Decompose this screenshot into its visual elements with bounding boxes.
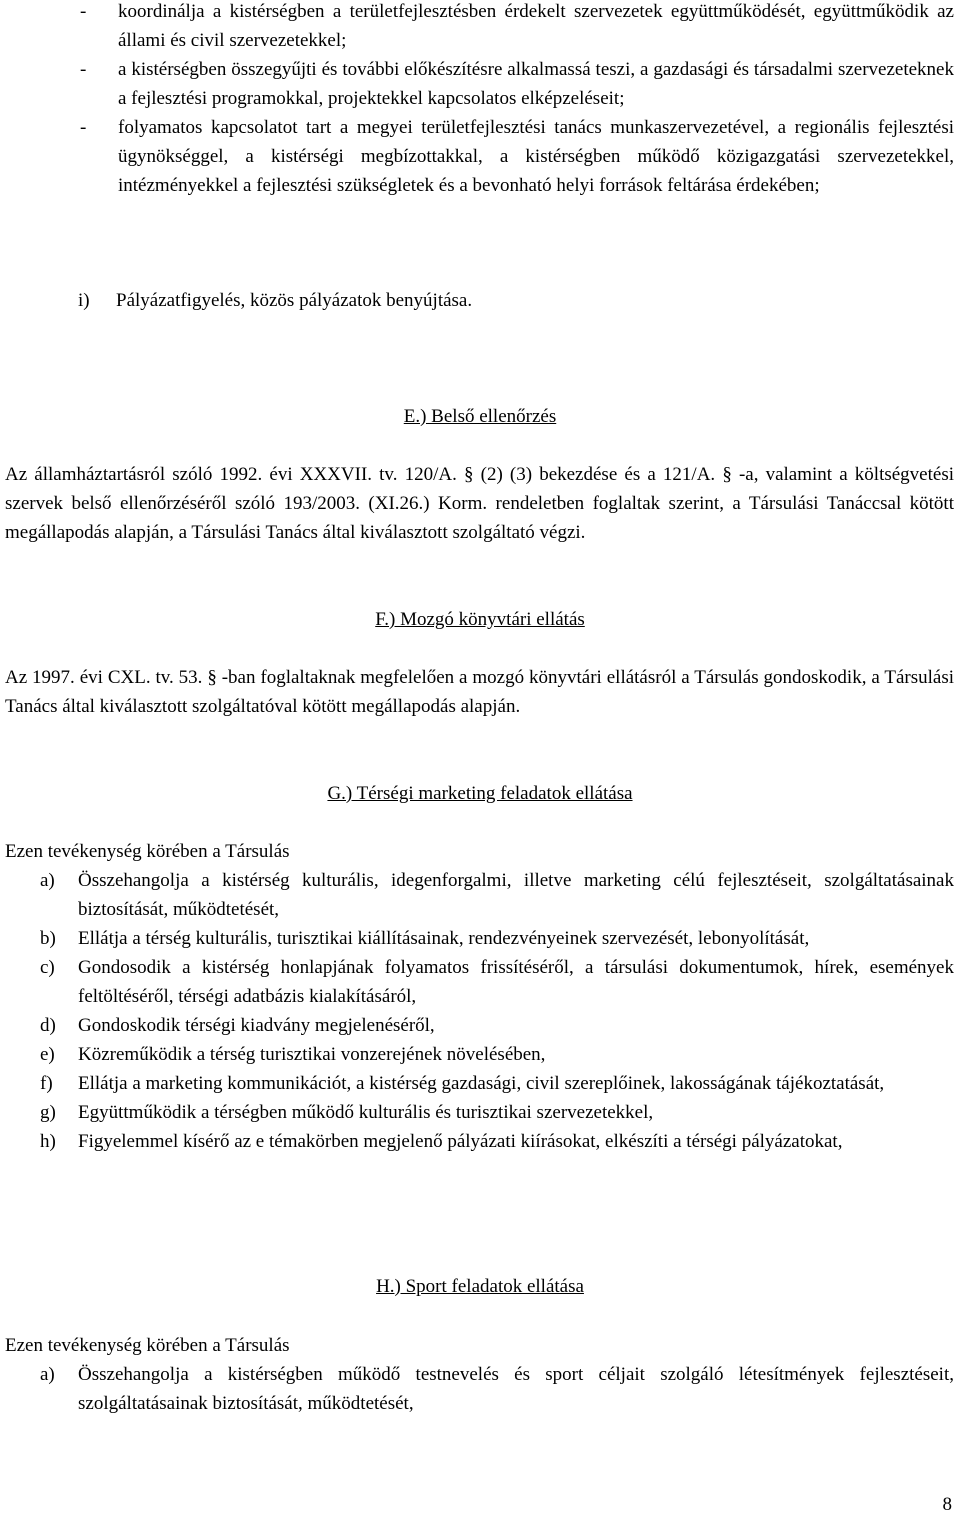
list-marker: g) [40,1102,56,1123]
section-h-intro: Ezen tevékenység körében a Társulás [5,1335,290,1356]
list-item [40,924,954,953]
list-item-text: Ellátja a térség kulturális, turisztikai kiállításainak, rendezvényeinek szervezését, lebonyolítását, [78,928,810,949]
section-g-heading: G.) Térségi marketing feladatok ellátása [327,783,633,804]
list-item-text: Pályázatfigyelés, közös pályázatok benyújtása. [116,290,473,311]
list-item-text: Összehangolja a kistérség kulturális, idegenforgalmi, illetve marketing célú fejlesztéseit, szolgáltatásainak biztosítását, működtetését, [78,870,954,920]
section-g-intro: Ezen tevékenység körében a Társulás [5,841,290,862]
dash-item-text: folyamatos kapcsolatot tart a megyei területfejlesztési tanács munkaszervezetével, a regionális fejlesztési ügynökséggel, a kistérségi megbízottakkal, a kistérségben működő közigazgatási szervezetekkel, intézményekkel a fejlesztési szükségletek és a bevonható helyi források feltárása érdekében; [118,117,954,196]
list-item-text: Közreműködik a térség turisztikai vonzerejének növelésében, [78,1044,546,1065]
list-marker: e) [40,1044,55,1065]
section-e-paragraph: Az államháztartásról szóló 1992. évi XXXVII. tv. 120/A. § (2) (3) bekezdése és a 121/A. § -a, valamint a költségvetési szervek belső ellenőrzéséről szóló 193/2003. (XI.26.) Korm. rendeletben foglaltak szerint, a Társulási Tanáccsal kötött megállapodás alapján, a Társulási Tanács által kiválasztott szolgáltató végzi. [5,464,954,543]
list-item [40,1098,954,1127]
section-f-paragraph: Az 1997. évi CXL. tv. 53. § -ban foglaltaknak megfelelően a mozgó könyvtári ellátásról a Társulás gondoskodik, a Társulási Tanács által kiválasztott szolgáltatóval kötött megállapodás alapján. [5,667,954,717]
list-item-text: Gondosodik a kistérség honlapjának folyamatos frissítéséről, a társulási dokumentumok, hírek, események feltöltéséről, térségi adatbázis kialakításáról, [78,957,954,1007]
section-h-heading: H.) Sport feladatok ellátása [376,1276,584,1297]
dash-item-text: a kistérségben összegyűjti és további előkészítésre alkalmassá teszi, a gazdasági és társadalmi szervezeteknek a fejlesztési programokkal, projektekkel kapcsolatos elképzeléseit; [118,59,954,109]
dash-item [78,0,954,55]
page-number: 8 [942,1494,952,1515]
list-item-text: Együttműködik a térségben működő kulturális és turisztikai szervezetekkel, [78,1102,654,1123]
list-marker: a) [40,1364,55,1385]
list-item-text: Figyelemmel kísérő az e témakörben megjelenő pályázati kiírásokat, elkészíti a térségi pályázatokat, [78,1131,843,1152]
dash-marker: - [80,59,87,80]
list-item [40,1360,954,1418]
dash-item-text: koordinálja a kistérségben a területfejlesztésben érdekelt szervezetek együttműködését, együttműködik az állami és civil szervezetekkel; [118,1,954,51]
list-item-text: Gondoskodik térségi kiadvány megjelenéséről, [78,1015,435,1036]
list-marker: i) [78,290,90,311]
section-f-heading: F.) Mozgó könyvtári ellátás [375,609,585,630]
list-item-text: Összehangolja a kistérségben működő testnevelés és sport céljait szolgáló létesítmények fejlesztéseit, szolgáltatásainak biztosítását, működtetését, [78,1364,954,1414]
list-marker: b) [40,928,56,949]
section-h-list [40,1360,954,1418]
list-marker: f) [40,1073,53,1094]
dash-item [78,55,954,113]
list-item-text: Ellátja a marketing kommunikációt, a kistérség gazdasági, civil szereplőinek, lakosságának tájékoztatását, [78,1073,885,1094]
dash-item [78,113,954,200]
list-item [40,1069,954,1098]
dash-marker: - [80,117,87,138]
list-item [40,1127,954,1156]
list-item-i [78,286,954,315]
list-item [40,953,954,1011]
list-marker: h) [40,1131,56,1152]
list-marker: d) [40,1015,56,1036]
section-g-list [40,866,954,1156]
dash-marker: - [80,1,87,22]
list-marker: c) [40,957,55,978]
list-item [40,1011,954,1040]
list-item [40,1040,954,1069]
section-e-heading: E.) Belső ellenőrzés [403,406,557,427]
list-item [40,866,954,924]
list-marker: a) [40,870,55,891]
dash-list [0,0,960,200]
